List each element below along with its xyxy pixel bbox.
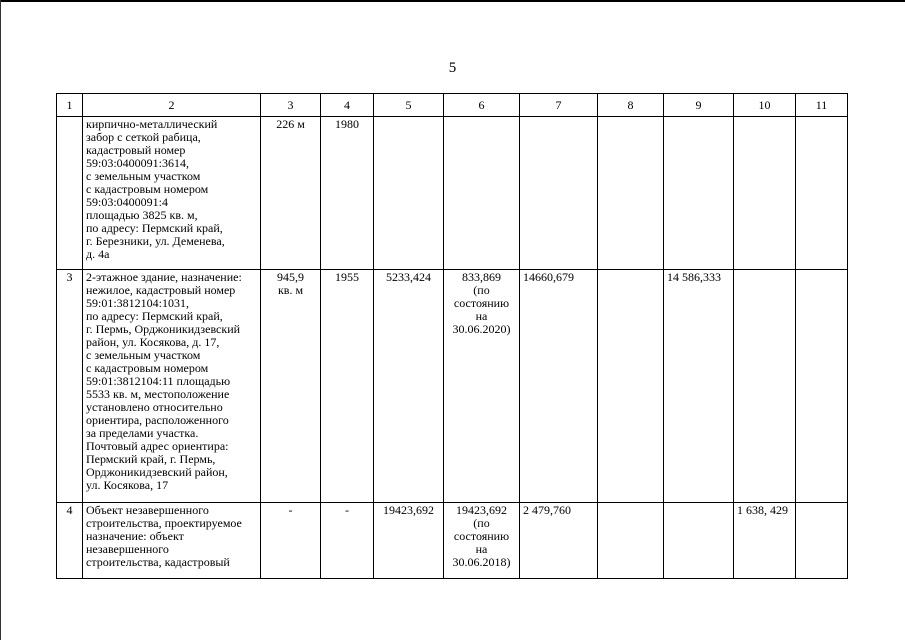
col8-cell (598, 503, 664, 579)
page-number: 5 (448, 60, 457, 76)
col11-cell (796, 503, 848, 579)
table-row (57, 117, 848, 270)
col9-cell (664, 503, 734, 579)
header-cell: 6 (444, 94, 520, 117)
header-row (57, 94, 848, 117)
col10-cell (734, 270, 796, 503)
header-cell: 1 (57, 94, 83, 117)
col7-cell: 14660,679 (520, 270, 598, 503)
area-cell: 945,9 кв. м (261, 270, 321, 503)
col9-cell: 14 586,333 (664, 270, 734, 503)
col11-cell (796, 117, 848, 270)
property-table (56, 93, 848, 579)
col8-cell (598, 117, 664, 270)
col8-cell (598, 270, 664, 503)
col5-cell: 5233,424 (374, 270, 444, 503)
col6-cell (444, 117, 520, 270)
object-description: кирпично-металлический забор с сеткой рабица, кадастровый номер 59:03:0400091:3614, с земельным участком с кадастровым номером 59:03:0400091:4 площадью 3825 кв. м, по адресу: Пермский край, г. Березники, ул. Деменева, д. 4а (83, 117, 261, 270)
year-cell: - (321, 503, 374, 579)
col5-cell (374, 117, 444, 270)
table-row (57, 503, 848, 579)
col7-cell (520, 117, 598, 270)
col10-cell (734, 117, 796, 270)
header-cell: 7 (520, 94, 598, 117)
row-number: 3 (57, 270, 83, 503)
area-cell: - (261, 503, 321, 579)
col9-cell (664, 117, 734, 270)
header-cell: 5 (374, 94, 444, 117)
row-number (57, 117, 83, 270)
col7-cell: 2 479,760 (520, 503, 598, 579)
year-cell: 1980 (321, 117, 374, 270)
header-cell: 10 (734, 94, 796, 117)
header-cell: 4 (321, 94, 374, 117)
row-number: 4 (57, 503, 83, 579)
table-row (57, 270, 848, 503)
header-cell: 11 (796, 94, 848, 117)
object-description: 2-этажное здание, назначение: нежилое, кадастровый номер 59:01:3812104:1031, по адресу: Пермский край, г. Пермь, Орджоникидзевский район, ул. Косякова, д. 17, с земельным участком с кадастровым номером 59:01:3812104:11 площадью 5533 кв. м, местоположение установлено относительно ориентира, расположенного за пределами участка. Почтовый адрес ориентира: Пермский край, г. Пермь, Орджоникидзевский район, ул. Косякова, 17 (83, 270, 261, 503)
page-top-edge (0, 0, 905, 2)
col6-cell: 19423,692 (по состоянию на 30.06.2018) (444, 503, 520, 579)
header-cell: 3 (261, 94, 321, 117)
year-cell: 1955 (321, 270, 374, 503)
col10-cell: 1 638, 429 (734, 503, 796, 579)
area-cell: 226 м (261, 117, 321, 270)
header-cell: 2 (83, 94, 261, 117)
header-cell: 9 (664, 94, 734, 117)
object-description: Объект незавершенного строительства, проектируемое назначение: объект незавершенного строительства, кадастровый (83, 503, 261, 579)
col5-cell: 19423,692 (374, 503, 444, 579)
col11-cell (796, 270, 848, 503)
page-left-edge (0, 0, 1, 640)
header-cell: 8 (598, 94, 664, 117)
col6-cell: 833,869 (по состоянию на 30.06.2020) (444, 270, 520, 503)
